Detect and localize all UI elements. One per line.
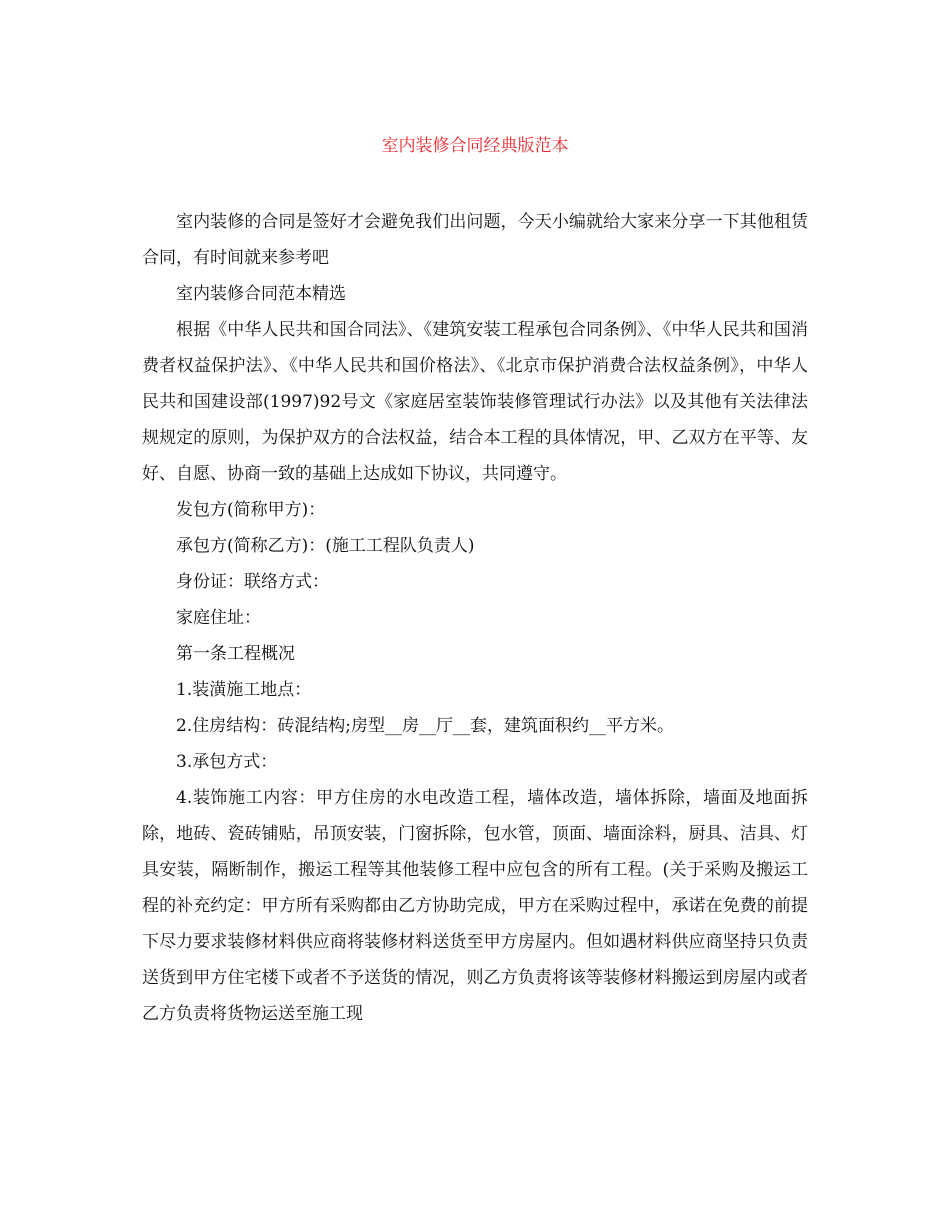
paragraph-intro: 室内装修的合同是签好才会避免我们出问题，今天小编就给大家来分享一下其他租赁合同，有时间就来参考吧 [142,212,808,268]
paragraph-address: 家庭住址： [176,608,261,628]
paragraph-legal-basis: 根据《中华人民共和国合同法》、《建筑安装工程承包合同条例》、《中华人民共和国消费者权益保护法》、《中华人民共和国价格法》、《北京市保护消费合法权益条例》，中华人民共和国建设部(1997)92号文《家庭居室装饰装修管理试行办法》以及其他有关法律法规规定的原则，为保护双方的合法权益，结合本工程的具体情况，甲、乙双方在平等、友好、自愿、协商一致的基础上达成如下协议，共同遵守。 [142,320,808,484]
paragraph-article-1: 第一条工程概况 [176,644,295,664]
paragraph-party-b: 承包方(简称乙方)：(施工工程队负责人) [176,536,475,556]
paragraph-item-4: 4.装饰施工内容：甲方住房的水电改造工程，墙体改造，墙体拆除，墙面及地面拆除，地砖、瓷砖铺贴，吊顶安装，门窗拆除，包水管，顶面、墙面涂料，厨具、洁具、灯具安装，隔断制作，搬运工程等其他装修工程中应包含的所有工程。(关于采购及搬运工程的补充约定：甲方所有采购都由乙方协助完成，甲方在采购过程中，承诺在免费的前提下尽力要求装修材料供应商将装修材料送货至甲方房屋内。但如遇材料供应商坚持只负责送货到甲方住宅楼下或者不予送货的情况，则乙方负责将该等装修材料搬运到房屋内或者乙方负责将货物运送至施工现 [142,788,808,1024]
paragraph-party-a: 发包方(简称甲方)： [176,500,326,520]
paragraph-heading-selection: 室内装修合同范本精选 [176,284,346,304]
document-body [142,204,808,1032]
paragraph-item-1: 1.装潢施工地点： [176,680,312,700]
paragraph-id-contact: 身份证：联络方式： [176,572,329,592]
paragraph-item-2: 2.住房结构：砖混结构;房型__房__厅__套，建筑面积约__平方米。 [176,716,674,736]
paragraph-item-3: 3.承包方式： [176,752,278,772]
document-title: 室内装修合同经典版范本 [381,136,569,156]
